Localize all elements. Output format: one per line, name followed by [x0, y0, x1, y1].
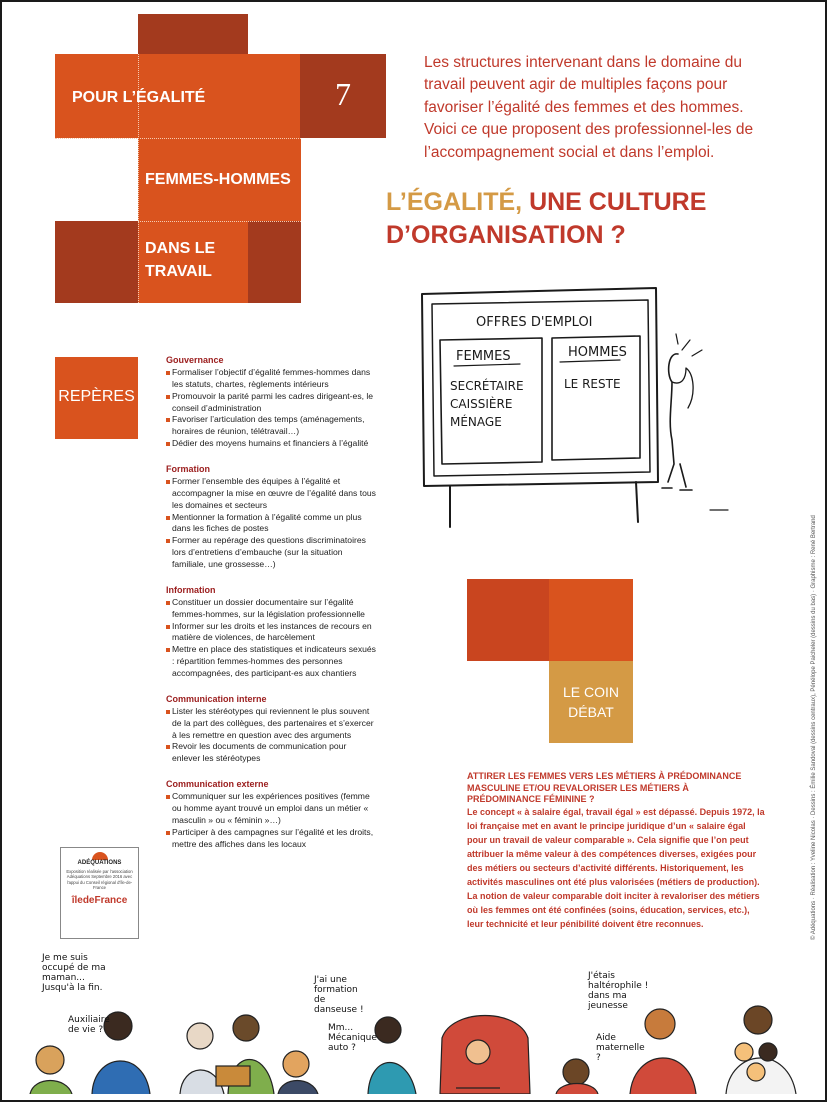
header-square-top [138, 14, 248, 54]
board-item: CAISSIÈRE [450, 397, 513, 411]
list-item: Participer à des campagnes sur l’égalité et les droits, mettre des affiches dans les locaux [166, 827, 376, 851]
debat-body: Le concept « à salaire égal, travail égal » est dépassé. Depuis 1972, la loi française met en avant le principe juridique d’un « salaire égal pour un travail de valeur comparable ». Cela signifie que l’on peut attribuer la même valeur à des compétences diverses, exigées pour des métiers ou secteurs d’activité différents. Historiquement, les activités masculines ont été plus valorisées (métiers de production). La notion de valeur comparable doit inciter à revaloriser des métiers où les femmes ont été confinées (soins, éducation, services, etc.), leur technicité et leur pénibilité doivent être reconnues. [467, 807, 765, 929]
section-title: Gouvernance [166, 355, 224, 365]
list-item: Lister les stéréotypes qui reviennent le plus souvent de la part des collègues, des partenaires et s’exercer à les remettre en question avec des arguments [166, 706, 376, 742]
adequations-logo-icon [92, 852, 108, 860]
bubble-text: Mm... Mécanique auto ? [328, 1023, 377, 1053]
header-square [55, 221, 138, 303]
coin-debat-line-2: DÉBAT [568, 704, 614, 721]
section-title: Information [166, 584, 216, 595]
board-item: MÉNAGE [450, 415, 502, 429]
reperes-list [166, 355, 376, 861]
list-item: Revoir les documents de communication pour enlever les stéréotypes [166, 741, 376, 765]
cartoon-job-board [410, 282, 730, 532]
list-item: Mettre en place des statistiques et indicateurs sexués : répartition femmes-hommes des personnes accompagnées, des participant-es aux chantiers [166, 644, 376, 680]
header-line-3b: TRAVAIL [145, 263, 212, 280]
header-line-2: FEMMES-HOMMES [145, 171, 291, 188]
panel-number: 7 [335, 76, 351, 112]
board-col2-text: LE RESTE [564, 377, 621, 391]
header-square [248, 54, 300, 138]
list-item: Former l’ensemble des équipes à l’égalité et accompagner la mise en œuvre de l’égalité dans tous les domaines et secteurs [166, 476, 376, 512]
list-item: Informer sur les droits et les instances de recours en matière de violences, de harcèlement [166, 621, 376, 645]
debat-square [549, 579, 633, 661]
list-item: Formaliser l’objectif d’égalité femmes-hommes dans les statuts, chartes, règlements intérieurs [166, 367, 376, 391]
bottom-illustrations [20, 948, 810, 1094]
reperes-box [55, 357, 138, 439]
board-item: SECRÉTAIRE [450, 379, 524, 393]
credits-text: © Adéquations · Réalisation : Yveline Nicolas · Dessins : Émilie Sandoval (dessins centraux), Pénélope Paicheler (dessins du bas) · Graphisme : René Bertrand [811, 515, 817, 940]
title-part-1: L’ÉGALITÉ, [386, 188, 523, 216]
logo-caption: Exposition réalisée par l’association Adéquations Septembre 2016 avec l’appui du Conseil régional d’Île-de-France [66, 869, 133, 891]
debat-text [467, 771, 765, 932]
board-col1-head: FEMMES [456, 349, 511, 364]
bubble-text: Auxiliaire de vie ? [68, 1015, 110, 1035]
bottom-drawing [20, 948, 810, 1094]
reperes-section-gouvernance [166, 355, 376, 450]
section-title: Communication interne [166, 693, 267, 704]
section-title: Communication externe [166, 779, 269, 790]
debat-square-gold [549, 661, 633, 743]
list-item: Former au repérage des questions discriminatoires lors d’entretiens d’embauche (sur la situation familiale, une grossesse…) [166, 535, 376, 571]
debat-heading: ATTIRER LES FEMMES VERS LES MÉTIERS À PRÉDOMINANCE MASCULINE ET/OU REVALORISER LES MÉTIERS À PRÉDOMINANCE FÉMININE ? [467, 771, 742, 805]
reperes-section-formation [166, 464, 376, 571]
intro-text: Les structures intervenant dans le domaine du travail peuvent agir de multiples façons pour favoriser l’égalité des femmes et des hommes. Voici ce que proposent des professionnel-les de l’accompagnement social et dans l’emploi. [424, 54, 754, 161]
debat-square [467, 579, 549, 661]
cartoon-drawing [410, 282, 730, 532]
reperes-section-information [166, 585, 376, 680]
header-square [248, 221, 301, 303]
partner-logo [60, 847, 139, 939]
list-item: Favoriser l’articulation des temps (aménagements, horaires de réunion, télétravail…) [166, 414, 376, 438]
bubble-text: Je me suis occupé de ma maman... Jusqu'à la fin. [42, 953, 106, 993]
reperes-label: REPÈRES [58, 388, 135, 405]
title-part-2: UNE CULTURE [522, 188, 707, 216]
section-title: Formation [166, 464, 210, 475]
dotted-divider [55, 138, 301, 139]
bubble-text: J'ai une formation de danseuse ! [314, 975, 364, 1015]
bubble-text: Aide maternelle ? [596, 1033, 645, 1063]
bubble-text: J'étais haltérophile ! dans ma jeunesse [588, 971, 649, 1011]
logo-name: ADÉQUATIONS [77, 860, 122, 866]
dotted-divider [138, 221, 301, 222]
main-title [386, 186, 746, 252]
title-line-2: D’ORGANISATION ? [386, 221, 626, 249]
header-line-3a: DANS LE [145, 240, 216, 257]
list-item: Constituer un dossier documentaire sur l’égalité femmes-hommes, sur la législation professionnelle [166, 597, 376, 621]
board-title: OFFRES D'EMPLOI [476, 315, 593, 330]
coin-debat-label [549, 682, 633, 723]
reperes-section-communication-interne [166, 694, 376, 765]
reperes-section-communication-externe [166, 779, 376, 850]
list-item: Mentionner la formation à l’égalité comme un plus dans les fiches de postes [166, 512, 376, 536]
coin-debat-line-1: LE COIN [562, 684, 619, 700]
list-item: Communiquer sur les expériences positives (femme ou homme ayant trouvé un emploi dans un métier « masculin » ou « féminin »…) [166, 791, 376, 827]
list-item: Promouvoir la parité parmi les cadres dirigeant-es, le conseil d’administration [166, 391, 376, 415]
list-item: Dédier des moyens humains et financiers à l’égalité [166, 438, 376, 450]
header-line-1: POUR L’ÉGALITÉ [72, 89, 206, 106]
region-logo: îledeFrance [71, 894, 128, 906]
board-col2-head: HOMMES [568, 345, 627, 360]
